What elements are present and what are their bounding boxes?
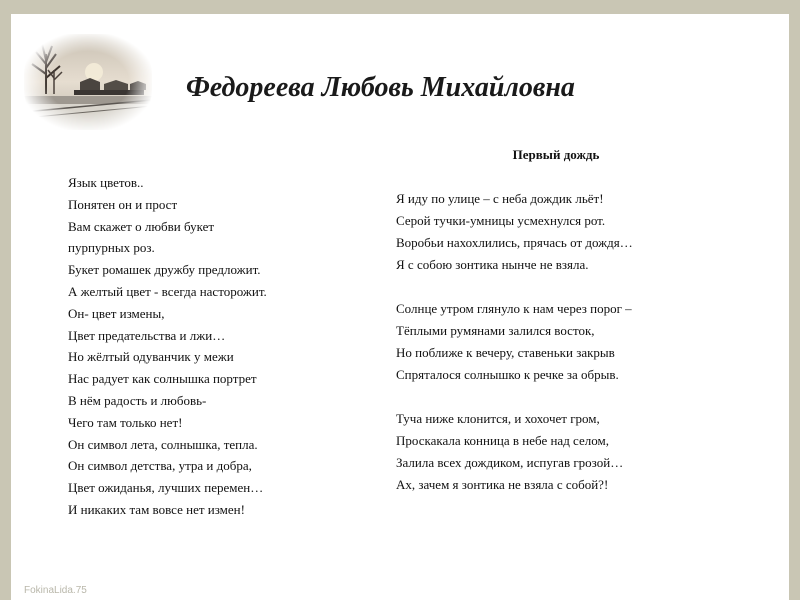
poem-line: Цвет предательства и лжи… xyxy=(68,327,226,343)
poem-line: Понятен он и прост xyxy=(68,196,178,212)
poem-line: Нас радует как солнышка портрет xyxy=(68,371,257,387)
poem-line: Вам скажет о любви букет xyxy=(68,218,215,234)
poem-title: Первый дождь xyxy=(512,147,600,162)
poem-line: Но жёлтый одуванчик у межи xyxy=(68,349,234,365)
poem-line: Туча ниже клонится, и хохочет гром, xyxy=(396,411,600,426)
poem-line: Спряталося солнышко к речке за обрыв. xyxy=(396,367,619,382)
poem-line: Я с собою зонтика нынче не взяла. xyxy=(396,257,589,272)
slide xyxy=(11,14,789,600)
poem-line: Он- цвет измены, xyxy=(68,305,165,321)
poem-line: Солнце утром глянуло к нам через порог – xyxy=(396,301,632,316)
poem-line: Он символ лета, солнышка, тепла. xyxy=(68,436,258,452)
winter-landscape-icon xyxy=(24,34,152,130)
poem-line: Букет ромашек дружбу предложит. xyxy=(68,262,261,278)
poem-line: Язык цветов.. xyxy=(68,175,144,190)
stanza xyxy=(396,298,726,386)
stanza xyxy=(396,408,726,496)
poem-line: Воробьи нахохлились, прячась от дождя… xyxy=(396,235,633,250)
poem-line: Проскакала конница в небе над селом, xyxy=(396,433,609,448)
poem-line: А желтый цвет - всегда насторожит. xyxy=(68,283,267,299)
poem-line: Цвет ожиданья, лучших перемен… xyxy=(68,480,264,496)
poem-line: В нём радость и любовь- xyxy=(68,392,207,408)
poem-line: Он символ детства, утра и добра, xyxy=(68,458,252,474)
poem-line: Тёплыми румянами залился восток, xyxy=(396,323,595,338)
stanza xyxy=(396,188,726,276)
poem-left xyxy=(68,172,368,521)
poem-right xyxy=(396,144,726,518)
winter-landscape-photo xyxy=(24,34,152,130)
poem-line: Чего там только нет! xyxy=(68,414,183,430)
author-title: Федореева Любовь Михайловна xyxy=(186,72,575,103)
poem-line: Залила всех дождиком, испугав грозой… xyxy=(396,455,624,470)
poem-line: Я иду по улице – с неба дождик льёт! xyxy=(396,191,604,206)
poem-line: Но поближе к вечеру, ставеньки закрыв xyxy=(396,345,615,360)
poem-line: И никаких там вовсе нет измен! xyxy=(68,501,245,517)
poem-line: Серой тучки-умницы усмехнулся рот. xyxy=(396,213,606,228)
poem-line: пурпурных роз. xyxy=(68,240,155,256)
watermark: FokinaLida.75 xyxy=(24,585,87,596)
poem-line: Ах, зачем я зонтика не взяла с собой?! xyxy=(396,477,609,492)
